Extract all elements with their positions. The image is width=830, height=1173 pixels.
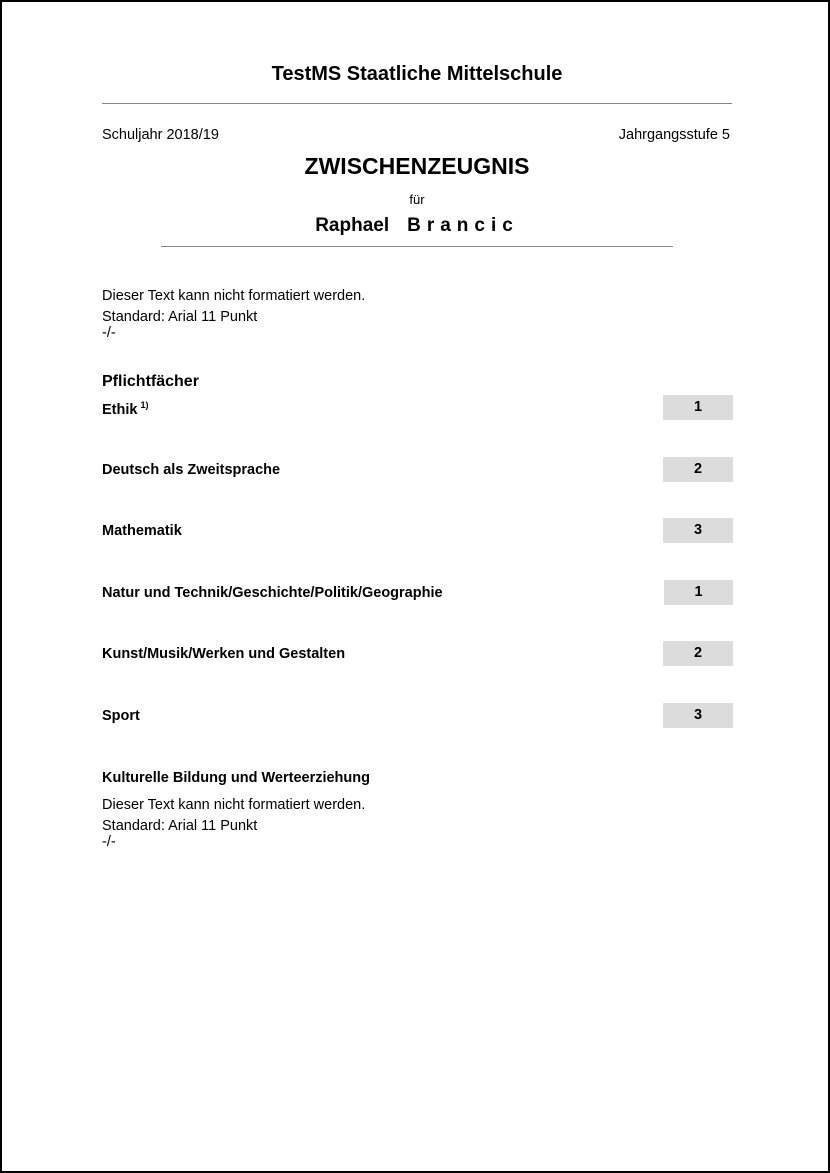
subject-name [102, 400, 148, 418]
subject-name: Mathematik [102, 523, 182, 539]
subject-footnote: 1) [140, 400, 149, 410]
subject-grade: 3 [663, 518, 733, 543]
cultural-remark-line-2: Standard: Arial 11 Punkt [102, 818, 258, 834]
subject-name: Deutsch als Zweitsprache [102, 462, 281, 478]
cultural-education-heading: Kulturelle Bildung und Werteerziehung [102, 770, 370, 786]
subject-name-text: Ethik [102, 401, 138, 418]
student-last-name: Brancic [407, 215, 519, 236]
cultural-remark-line-1: Dieser Text kann nicht formatiert werden. [102, 797, 366, 813]
subject-grade: 1 [664, 580, 733, 605]
for-label: für [409, 192, 425, 207]
general-remark-line-2: Standard: Arial 11 Punkt [102, 309, 258, 325]
subject-name: Kunst/Musik/Werken und Gestalten [102, 646, 346, 662]
subjects-heading: Pflichtfächer [102, 373, 199, 390]
subject-name: Sport [102, 708, 140, 724]
subject-grade: 1 [663, 395, 733, 420]
school-name: TestMS Staatliche Mittelschule [271, 63, 563, 85]
grade-level: Jahrgangsstufe 5 [618, 127, 730, 143]
student-first-name: Raphael [315, 215, 390, 236]
header-divider [102, 103, 732, 104]
general-remark-line-1: Dieser Text kann nicht formatiert werden. [102, 288, 366, 304]
subject-grade: 3 [663, 703, 733, 728]
school-year: Schuljahr 2018/19 [102, 127, 219, 143]
subject-grade: 2 [663, 641, 733, 666]
document-title: ZWISCHENZEUGNIS [304, 153, 530, 179]
cultural-remark-line-3: -/- [102, 834, 116, 850]
subject-name: Natur und Technik/Geschichte/Politik/Geographie [102, 585, 443, 601]
student-name [2, 215, 830, 237]
subject-grade: 2 [663, 457, 733, 482]
general-remark-line-3: -/- [102, 325, 116, 341]
name-divider [161, 246, 673, 247]
